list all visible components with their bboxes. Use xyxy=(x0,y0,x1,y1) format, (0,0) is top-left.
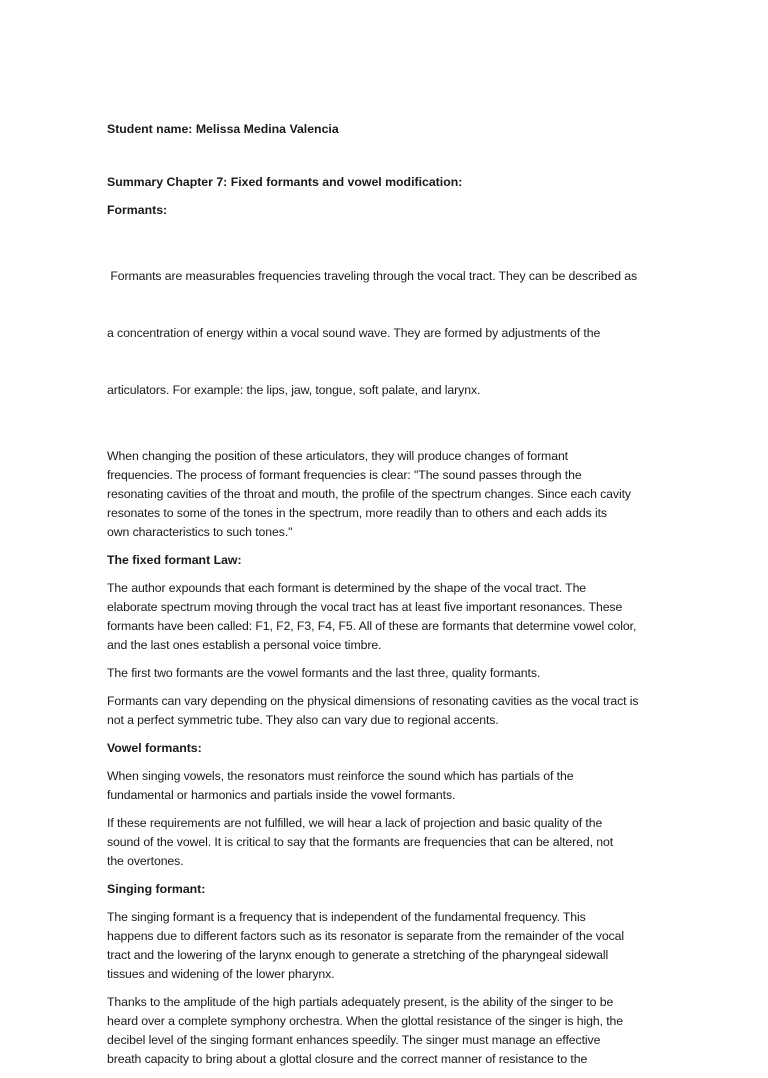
paragraph-line: fundamental or harmonics and partials inside the vowel formants. xyxy=(107,788,456,802)
paragraph-line: heard over a complete symphony orchestra. When the glottal resistance of the singer is high, the xyxy=(107,1014,624,1028)
paragraph-line: a concentration of energy within a vocal sound wave. They are formed by adjustments of the xyxy=(107,326,601,340)
paragraph-line: sound of the vowel. It is critical to say that the formants are frequencies that can be altered, not xyxy=(107,835,614,849)
paragraph-line: frequencies. The process of formant frequencies is clear: "The sound passes through the xyxy=(107,468,582,482)
paragraph xyxy=(107,908,663,984)
paragraph-line: Thanks to the amplitude of the high partials adequately present, is the ability of the singer to be xyxy=(107,995,614,1009)
paragraph-line: Formants are measurables frequencies traveling through the vocal tract. They can be described as xyxy=(107,269,638,283)
paragraph-line: decibel level of the singing formant enhances speedily. The singer must manage an effective xyxy=(107,1033,601,1047)
paragraph-line: breath capacity to bring about a glottal closure and the correct manner of resistance to the xyxy=(107,1052,588,1066)
paragraph-line: formants have been called: F1, F2, F3, F4, F5. All of these are formants that determine vowel color, xyxy=(107,619,637,633)
paragraph-line: The singing formant is a frequency that is independent of the fundamental frequency. This xyxy=(107,910,586,924)
paragraph-line: happens due to different factors such as its resonator is separate from the remainder of the vocal xyxy=(107,929,624,943)
paragraph xyxy=(107,692,663,730)
section-heading-vowel-formants: Vowel formants: xyxy=(107,741,202,755)
paragraph xyxy=(107,229,663,438)
paragraph-line: resonating cavities of the throat and mouth, the profile of the spectrum changes. Since each cavity xyxy=(107,487,631,501)
paragraph-line: and the last ones establish a personal voice timbre. xyxy=(107,638,382,652)
paragraph-line: The first two formants are the vowel formants and the last three, quality formants. xyxy=(107,666,541,680)
document-body xyxy=(107,120,663,1078)
paragraph-line: tract and the lowering of the larynx enough to generate a stretching of the pharyngeal sidewall xyxy=(107,948,609,962)
paragraph-line: If these requirements are not fulfilled, we will hear a lack of projection and basic quality of the xyxy=(107,816,603,830)
paragraph-line: articulators. For example: the lips, jaw, tongue, soft palate, and larynx. xyxy=(107,383,481,397)
summary-title: Summary Chapter 7: Fixed formants and vowel modification: xyxy=(107,175,463,189)
paragraph-line: The author expounds that each formant is determined by the shape of the vocal tract. The xyxy=(107,581,587,595)
paragraph-line: resonates to some of the tones in the spectrum, more readily than to others and each adds its xyxy=(107,506,607,520)
student-name: Student name: Melissa Medina Valencia xyxy=(107,122,339,136)
paragraph-line: Formants can vary depending on the physical dimensions of resonating cavities as the vocal tract is xyxy=(107,694,639,708)
section-heading-singing-formant: Singing formant: xyxy=(107,882,206,896)
paragraph xyxy=(107,664,663,683)
paragraph-line: the overtones. xyxy=(107,854,184,868)
section-heading-formants: Formants: xyxy=(107,203,168,217)
paragraph xyxy=(107,814,663,871)
section-heading-fixed-formant-law: The fixed formant Law: xyxy=(107,553,242,567)
paragraph-line: elaborate spectrum moving through the vocal tract has at least five important resonances. These xyxy=(107,600,623,614)
paragraph-line: tissues and widening of the lower pharynx. xyxy=(107,967,335,981)
paragraph-line: own characteristics to such tones." xyxy=(107,525,293,539)
paragraph-line: When changing the position of these articulators, they will produce changes of formant xyxy=(107,449,569,463)
paragraph xyxy=(107,767,663,805)
paragraph xyxy=(107,579,663,655)
paragraph xyxy=(107,993,663,1069)
paragraph-line: When singing vowels, the resonators must reinforce the sound which has partials of the xyxy=(107,769,574,783)
paragraph xyxy=(107,447,663,542)
paragraph-line: not a perfect symmetric tube. They also can vary due to regional accents. xyxy=(107,713,499,727)
